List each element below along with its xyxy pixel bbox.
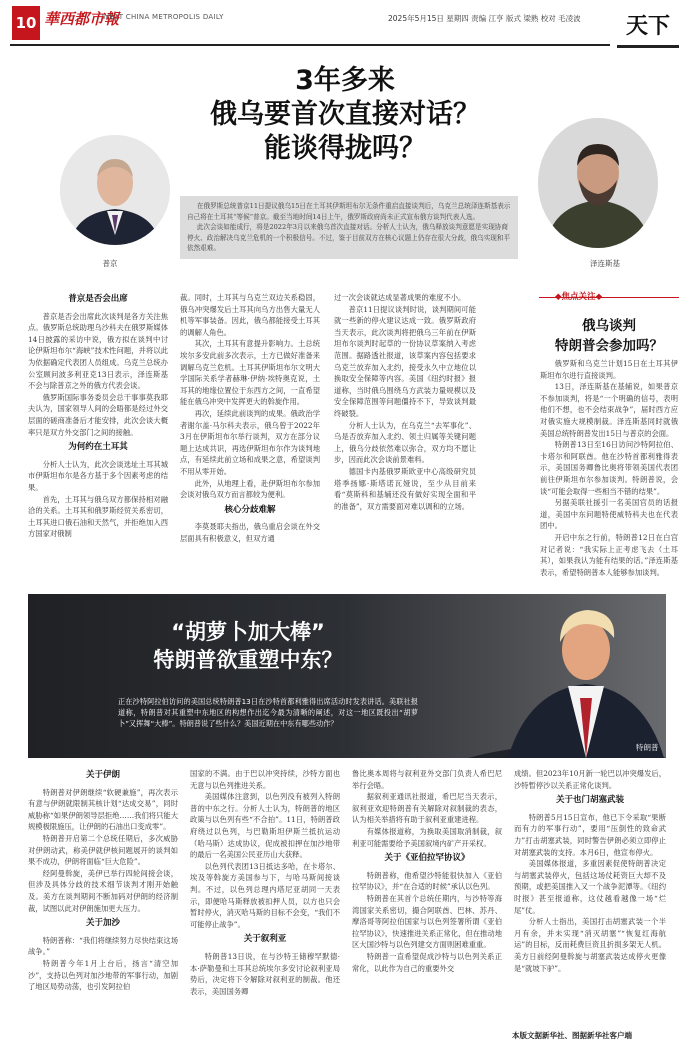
paragraph: 特朗普5月15日宣布，他已下令采取“果断而有力的军事行动”，要用“压倒性的致命武力”打击胡塞武装，同时警告伊朗必须立即停止对胡塞武装的支持。本月6日，他宣布停火。 bbox=[514, 812, 666, 857]
article-column-2 bbox=[180, 292, 320, 544]
zelensky-photo bbox=[538, 118, 658, 248]
bottom-column-2 bbox=[190, 768, 340, 997]
page-header bbox=[0, 0, 690, 48]
diamond-icon: ◆ bbox=[555, 292, 562, 302]
paragraph: 德国卡内基俄罗斯欧亚中心高级研究员塔季扬娜·斯塔诺瓦娅说，至少从目前来看“莫斯科和基辅还没有做好实现全面和平的准备”，双方需要面对难以调和的立场。 bbox=[334, 466, 476, 511]
subheading: 关于加沙 bbox=[85, 918, 120, 929]
diamond-icon: ◆ bbox=[595, 292, 603, 302]
paragraph: 首先，土耳其与俄乌双方都保持相对融洽的关系。土耳其和俄罗斯经贸关系密切，土耳其进口俄石油和天然气，并拒绝加入西方国家对俄制 bbox=[28, 494, 168, 539]
page-number: 10 bbox=[12, 6, 40, 40]
paragraph: 特朗普13日至16日访问沙特阿拉伯、卡塔尔和阿联酋。他在沙特首都利雅得表示，美国国务卿鲁比奥将带领美国代表团前往伊斯坦布尔参加谈判。特朗普说，会谈“可能会取得一些相当不错的结果”。 bbox=[540, 440, 678, 496]
paragraph: 另据美联社援引一名美国官员的话报道，美国中东问题特使威特科夫也在代表团中。 bbox=[540, 498, 678, 531]
banner-title-line-2: 特朗普欲重塑中东？ bbox=[153, 648, 343, 672]
banner-summary: 正在沙特阿拉伯访问的美国总统特朗普13日在沙特首都利雅得出席活动时发表讲话。美联社报道称，特朗普对其重塑中东地区的构想作出迄今最为清晰的阐述，对这一地区既投出“胡萝卜”又挥舞“大棒”。特朗普说了些什么？美国近期在中东有哪些动作？ bbox=[118, 697, 418, 728]
newspaper-name-en: WEST CHINA METROPOLIS DAILY bbox=[102, 13, 224, 21]
paragraph: 特朗普称，他希望沙特能很快加入《亚伯拉罕协议》，并“在合适的时候”承认以色列。 bbox=[352, 870, 502, 892]
article-column-1 bbox=[28, 290, 168, 540]
paragraph: 美国媒体注意到，以色列没有被列入特朗普的中东之行。分析人士认为，特朗普的地区政策与以色列有些“不合拍”。11日，特朗普政府绕过以色列，与巴勒斯坦伊斯兰抵抗运动（哈马斯）达成协议，促成被扣押在加沙地带的最后一名美国公民亚历山大获释。 bbox=[190, 792, 340, 860]
paragraph: 普京是否会出席此次谈判是各方关注焦点。俄罗斯总统助理乌沙科夫在俄罗斯媒体14日披露的采访中说，俄方拟在谈判中讨论伊斯坦布尔“海峡”技术性问题，并将以此为依据确定代表团人员组成。乌克兰总统办公室顾问波多利亚克13日表示，泽连斯基不会与除普京之外的俄方代表会谈。 bbox=[28, 311, 168, 391]
paragraph: 裁。同时，土耳其与乌克兰双边关系稳固，俄乌冲突爆发后土耳其向乌方出售大量无人机等军事装备。因此，俄乌都能接受土耳其的调解人角色。 bbox=[180, 293, 320, 337]
source-credit: 本版文据新华社、图据新华社客户端 bbox=[512, 1031, 632, 1040]
lead-paragraph: 在俄罗斯总统普京11日提议俄乌15日在土耳其伊斯坦布尔无条件重启直接谈判后，乌克兰总统泽连斯基表示自己将在土耳其“等候”普京。截至当地时间14日上午，俄罗斯政府尚未正式宣布俄方谈判代表人选。 bbox=[187, 202, 511, 221]
headline-line-2: 俄乌要首次直接对话？ bbox=[210, 99, 480, 130]
paragraph: 成绩。但2023年10月新一轮巴以冲突爆发后，沙特暂停沙以关系正常化谈判。 bbox=[514, 769, 666, 790]
putin-caption: 普京 bbox=[102, 259, 118, 268]
paragraph: 俄罗斯国际事务委员会总干事事莫我耶夫认为，国家领导人间的会晤都是经过外交层面的磋商准备后才能安排，此次会谈大概率只是双方外交部门之间的接触。 bbox=[28, 392, 168, 437]
headline-line-1: 3年多来 bbox=[295, 65, 395, 96]
paragraph: 特朗普13日说，在与沙特王储穆罕默德·本·萨勒曼和土耳其总统埃尔多安讨论叙利亚局势后，决定将下令解除对叙利亚的制裁。他还表示，美国国务卿 bbox=[190, 951, 340, 996]
paragraph: 过一次会谈就达成显著成果的难度不小。 bbox=[334, 293, 466, 302]
paragraph: 普京11日提议谈判时说，谈判期间可能就一些新的停火建议达成一致。俄罗斯政府当天表示，此次谈判将把俄乌三年前在伊斯坦布尔谈判时起草的一份协议草案纳入考虑范围。据路透社报道，该草案内容包括要求乌克兰放弃加入北约，接受永久中立地位以换取安全保障等内容。美国《纽约时报》报道称，当时俄乌围绕乌方武装力量规模以及安全保障范围等问题僵持不下，导致谈判最终破裂。 bbox=[334, 304, 476, 418]
paragraph: 据叙利亚通讯社报道，希巴尼当天表示，叙利亚欢迎特朗普有关解除对叙制裁的表态，认为相关举措将有助于叙利亚重建进程。 bbox=[352, 792, 502, 825]
paragraph: 以色列代表团13日抵达多哈，在卡塔尔、埃及等斡旋方美国参与下，与哈马斯间接谈判。不过，以色列总理内塔尼亚胡同一天表示，即便哈马斯释放被扣押人员，以方也只会暂时停火，消灭哈马斯的目标不会变，“我们不可能停止战争”。 bbox=[190, 861, 340, 929]
banner-title-line-1: “胡萝卜加大棒” bbox=[171, 620, 325, 644]
newspaper-logo: 華西都市報 bbox=[44, 10, 120, 28]
subheading: 核心分歧难解 bbox=[224, 504, 276, 515]
article-column-3 bbox=[334, 292, 476, 512]
subheading: 关于《亚伯拉罕协议》 bbox=[384, 853, 470, 864]
paragraph: 分析人士认为，此次会谈选址土耳其城市伊斯坦布尔是各方基于多个因素考虑的结果。 bbox=[28, 459, 168, 492]
bottom-column-4 bbox=[514, 768, 666, 974]
paragraph: 分析人士认为，在乌克兰“去军事化”、乌是否放弃加入北约、领土归属等关键问题上，俄乌分歧依然难以弥合，双方均不愿让步，因而此次会谈前景难料。 bbox=[334, 420, 476, 465]
header-rule bbox=[10, 44, 610, 46]
lead-paragraph: 此次会谈如能成行，将是2022年3月以来俄乌首次直接对话。分析人士认为，俄乌释放谈判意愿是实现协商停火、政治解决乌克兰危机的一个积极信号。不过，鉴于目前双方在核心议题上仍存在很大分歧，俄乌实现和平依然艰难。 bbox=[187, 223, 511, 252]
subheading: 普京是否会出席 bbox=[68, 294, 128, 304]
paragraph: 13日，泽连斯基在基辅说，如果普京不参加谈判，将是“一个明确的信号，表明他们不想，也不会结束战争”，届时西方应对俄实施大规模制裁。泽连斯基同时就俄美国总统特朗普发出15日与普京的会面。 bbox=[540, 382, 678, 438]
trump-photo bbox=[468, 594, 666, 758]
paragraph: 经阿曼斡旋，美伊已举行四轮间接会谈，但涉及具体分歧的技术细节谈判才刚开始触及。美方在谈判期间不断加码对伊朗的经济制裁，试图以此对伊朗施加更大压力。 bbox=[28, 868, 178, 913]
focus-body bbox=[540, 358, 678, 578]
paragraph: 特朗普开启第二个总统任期后，多次威胁对伊朗动武，称美伊就伊核问题展开的谈判如果不成功，伊朗将面临“巨大危险”。 bbox=[28, 833, 178, 867]
focus-tag-label: 焦点关注 bbox=[561, 292, 596, 302]
focus-title bbox=[540, 316, 678, 356]
paragraph: 特朗普一直希望促成沙特与以色列关系正常化，以此作为自己的重要外交 bbox=[352, 951, 502, 973]
paragraph: 国家的不满。由于巴以冲突持续，沙特方面也无意与以色列推进关系。 bbox=[190, 769, 340, 790]
bottom-column-3 bbox=[352, 768, 502, 974]
putin-photo bbox=[60, 135, 170, 245]
paragraph: 特朗普在其首个总统任期内，与沙特等海湾国家关系密切，撮合阿联酋、巴林、苏丹、摩洛哥等阿拉伯国家与以色列签署所谓《亚伯拉罕协议》，快速推进关系正常化，但在推动地区大国沙特与以色列建交方面则困难重重。 bbox=[352, 893, 502, 950]
subheading: 关于叙利亚 bbox=[243, 934, 287, 945]
subheading: 为何约在土耳其 bbox=[68, 442, 128, 453]
paragraph: 李莫聂耶夫指出，俄乌重启会谈在外交层面具有积极意义，但双方通 bbox=[180, 522, 320, 543]
headline-line-3: 能谈得拢吗？ bbox=[264, 133, 426, 164]
edition-info: 2025年5月15日 星期四 责编 江亨 版式 梁熟 校对 毛凌波 bbox=[388, 14, 581, 23]
main-headline bbox=[150, 64, 540, 166]
subheading: 关于也门胡塞武装 bbox=[555, 795, 624, 806]
paragraph: 此外，从地理上看，赴伊斯坦布尔参加会谈对俄乌双方而言都较为便利。 bbox=[180, 478, 320, 500]
trump-caption: 特朗普 bbox=[636, 743, 659, 752]
paragraph: 再次，延续此前谈判的成果。俄政治学者谢尔盖·马尔科夫表示，俄乌曾于2022年3月在伊斯坦布尔举行谈判，双方在部分议题上达成共识，再选伊斯坦布尔作为谈判地点，有延续此前立场和成果之意，希望谈判不用从零开始。 bbox=[180, 408, 320, 476]
focus-tag bbox=[555, 290, 602, 302]
paragraph: 开启中东之行前，特朗普12日在白宫对记者说：“我实际上正考虑飞去（土耳其），如果我认为能有结果的话。”泽连斯基表示，希望特朗普本人能够参加谈判。 bbox=[540, 532, 678, 577]
focus-title-line-1: 俄乌谈判 bbox=[582, 318, 636, 334]
paragraph: 俄罗斯和乌克兰计划15日在土耳其伊斯坦布尔进行直接谈判。 bbox=[540, 359, 678, 380]
paragraph: 其次，土耳其有意提升影响力。土总统埃尔多安此前多次表示，土方已做好准备来调解乌克兰危机。土耳其伊斯坦布尔文明大学国际关系学者赫琳·伊纳·埃特奥克说，土耳其的地缘位置位于东西方之间，一直希望能在俄乌冲突中发挥更大的斡旋作用。 bbox=[180, 339, 320, 407]
lead-summary bbox=[180, 196, 518, 259]
paragraph: 分析人士指出，美国打击胡塞武装一个半月有余，并未实现“消灭胡塞”“恢复红海航运”的目标，反而耗费巨资且折损多架无人机。美方日前经阿曼斡旋与胡塞武装达成停火更像是“就坡下驴”。 bbox=[514, 917, 666, 973]
zelensky-caption: 泽连斯基 bbox=[590, 259, 620, 268]
paragraph: 特朗普对伊朗继续“软硬兼施”，再次表示有意与伊朗就限制其核计划“达成交易”，同时威胁称“如果伊朗领导层拒绝……我们将只能大规模极限施压，让伊朗的石油出口变成零”。 bbox=[28, 787, 178, 832]
trump-banner bbox=[28, 594, 666, 758]
focus-title-line-2: 特朗普会参加吗？ bbox=[555, 338, 663, 354]
paragraph: 美国媒体报道，多重因素促使特朗普决定与胡塞武装停火，包括这场仗耗资巨大却不及预期，或把美国推入又一个战争泥潭等。《纽约时报》甚至报道称，这仗越看越像一场“烂尾”仗。 bbox=[514, 859, 666, 915]
paragraph: 特朗普称：“我们将继续努力尽快结束这场战争。” bbox=[28, 935, 178, 957]
banner-title bbox=[88, 618, 408, 674]
paragraph: 鲁比奥本周将与叙利亚外交部门负责人希巴尼举行会晤。 bbox=[352, 769, 502, 790]
subheading: 关于伊朗 bbox=[85, 770, 120, 780]
paragraph: 特朗普今年1月上台后，扬言“清空加沙”，支持以色列对加沙地带的军事行动，加剧了地区局势动荡，也引发阿拉伯 bbox=[28, 958, 178, 992]
paragraph: 有媒体报道称，为换取美国取消制裁，叙利亚可能需要给予美国叙境内矿产开采权。 bbox=[352, 826, 502, 848]
bottom-column-1 bbox=[28, 766, 178, 993]
section-name: 天下 bbox=[617, 8, 679, 48]
